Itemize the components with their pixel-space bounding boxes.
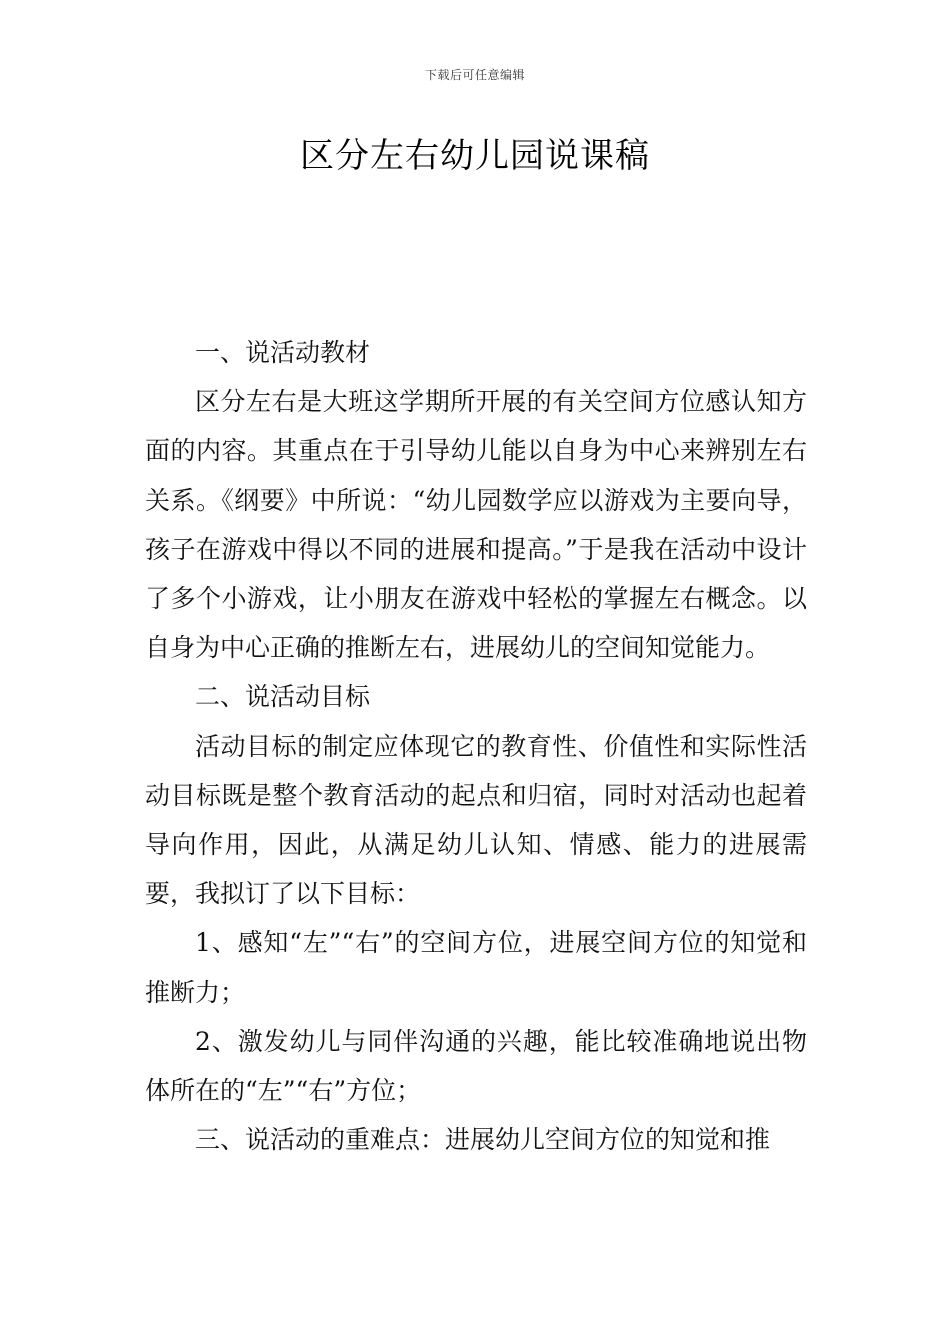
section-heading-key-points: 三、说活动的重难点：进展幼儿空间方位的知觉和推 xyxy=(195,1125,771,1155)
document-body xyxy=(145,328,807,1164)
section-heading-materials: 一、说活动教材 xyxy=(195,338,371,367)
document-title: 区分左右幼儿园说课稿 xyxy=(300,136,650,176)
paragraph-goals: 活动目标的制定应体现它的教育性、价值性和实际性活动目标既是整个教育活动的起点和归宿，同时对活动也起着导向作用，因此，从满足幼儿认知、情感、能力的进展需要，我拟订了以下目标： xyxy=(145,731,807,909)
header-note: 下载后可任意编辑 xyxy=(424,68,525,82)
goal-item-2: 2、激发幼儿与同伴沟通的兴趣，能比较准确地说出物体所在的“左”“右”方位； xyxy=(145,1026,807,1106)
section-heading-goals: 二、说活动目标 xyxy=(195,682,371,712)
goal-item-1: 1、感知“左”“右”的空间方位，进展空间方位的知觉和推断力； xyxy=(145,928,807,1007)
paragraph-materials: 区分左右是大班这学期所开展的有关空间方位感认知方面的内容。其重点在于引导幼儿能以自身为中心来辨别左右关系。《纲要》中所说：“幼儿园数学应以游戏为主要向导，孩子在游戏中得以不同的进展和提高。”于是我在活动中设计了多个小游戏，让小朋友在游戏中轻松的掌握左右概念。以自身为中心正确的推断左右，进展幼儿的空间知觉能力。 xyxy=(145,387,807,663)
